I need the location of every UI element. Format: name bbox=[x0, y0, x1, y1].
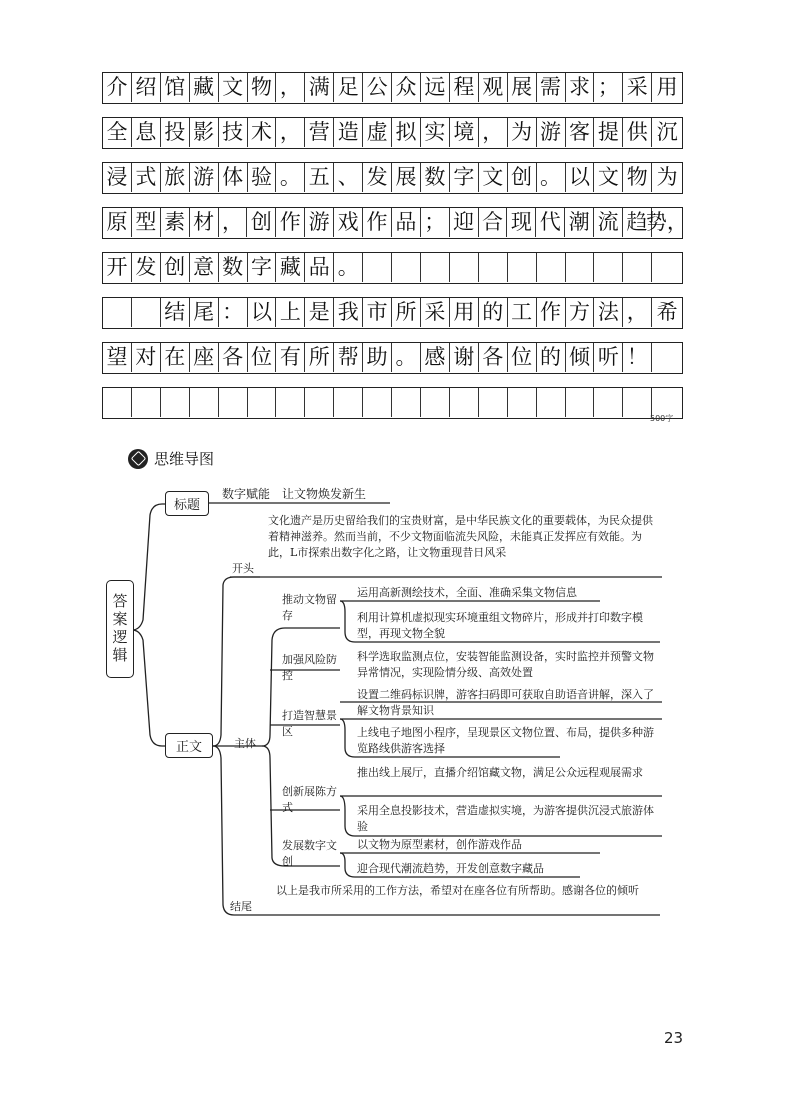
grid-cell: 尾 bbox=[190, 298, 219, 327]
grid-cell: 实 bbox=[421, 118, 450, 147]
grid-cell: 体 bbox=[219, 163, 248, 192]
grid-cell: 市 bbox=[363, 298, 392, 327]
grid-cell: 品 bbox=[392, 208, 421, 237]
branch-item: 设置二维码标识牌，游客扫码即可获取自助语音讲解，深入了解文物背景知识 bbox=[357, 688, 654, 717]
grid-cell: 旅 bbox=[161, 163, 190, 192]
grid-cell: 原 bbox=[103, 208, 132, 237]
opening-text: 文化遗产是历史留给我们的宝贵财富，是中华民族文化的重要载体，为民众提供着精神滋养。然而当前，不少文物面临流失风险，未能真正发挥应有效能。为此，L市探索出数字化之路，让文物重现昔日风采 bbox=[268, 514, 653, 559]
body-node: 正文 bbox=[165, 733, 213, 758]
grid-cell: 望 bbox=[103, 343, 132, 372]
grid-cell: 法 bbox=[594, 298, 623, 327]
grid-cell: 提 bbox=[594, 118, 623, 147]
branch-label: 发展数字文创 bbox=[282, 839, 337, 868]
grid-cell: 程 bbox=[450, 73, 479, 102]
grid-cell: 全 bbox=[103, 118, 132, 147]
grid-cell: 帮 bbox=[334, 343, 363, 372]
grid-cell: 验 bbox=[248, 163, 277, 192]
grid-cell: 虚 bbox=[363, 118, 392, 147]
grid-cell: 创 bbox=[508, 163, 537, 192]
grid-cell: 拟 bbox=[392, 118, 421, 147]
grid-cell: 文 bbox=[219, 73, 248, 102]
grid-cell: 各 bbox=[479, 343, 508, 372]
grid-cell: 型 bbox=[132, 208, 161, 237]
grid-cell: 是 bbox=[305, 298, 334, 327]
root-node: 答案逻辑 bbox=[106, 580, 134, 678]
grid-cell: ； bbox=[421, 208, 450, 237]
branch-item: 科学选取监测点位，安装智能监测设备，实时监控并预警文物异常情况，实现险情分级、高效处置 bbox=[357, 650, 654, 679]
grid-cell: 满 bbox=[305, 73, 334, 102]
grid-cell: 技 bbox=[219, 118, 248, 147]
grid-cell: 造 bbox=[334, 118, 363, 147]
grid-cell: 字 bbox=[450, 163, 479, 192]
grid-cell: 为 bbox=[656, 165, 678, 189]
grid-cell: 的 bbox=[479, 298, 508, 327]
grid-cell: 众 bbox=[392, 73, 421, 102]
word-count-label: 500字 bbox=[650, 414, 674, 423]
grid-cell: 位 bbox=[508, 343, 537, 372]
grid-cell: 代 bbox=[536, 208, 565, 237]
grid-cell: ； bbox=[594, 73, 623, 102]
grid-cell: 文 bbox=[594, 163, 623, 192]
grid-cell: 用 bbox=[450, 298, 479, 327]
title-node: 标题 bbox=[165, 491, 209, 516]
grid-cell: 境 bbox=[450, 118, 479, 147]
grid-cell: 游 bbox=[190, 163, 219, 192]
grid-cell: 戏 bbox=[334, 208, 363, 237]
grid-cell: 浸 bbox=[103, 163, 132, 192]
grid-cell: 。 bbox=[334, 253, 363, 282]
grid-cell: 工 bbox=[508, 298, 537, 327]
grid-cell: 发 bbox=[132, 253, 161, 282]
branch-label: 推动文物留存 bbox=[282, 593, 337, 622]
grid-cell: 五 bbox=[305, 163, 334, 192]
grid-cell: 观 bbox=[479, 73, 508, 102]
grid-cell: 数 bbox=[219, 253, 248, 282]
grid-cell: 供 bbox=[623, 118, 652, 147]
grid-cell: 游 bbox=[537, 118, 566, 147]
grid-cell: 品 bbox=[305, 253, 334, 282]
grid-cell: 听 bbox=[594, 343, 623, 372]
branch-item: 推出线上展厅，直播介绍馆藏文物，满足公众远程观展需求 bbox=[357, 766, 643, 779]
branch-label: 打造智慧景区 bbox=[282, 709, 337, 738]
grid-cell: 物 bbox=[248, 73, 277, 102]
grid-cell: 作 bbox=[363, 208, 392, 237]
main-label: 主体 bbox=[234, 737, 256, 750]
grid-cell: 远 bbox=[421, 73, 450, 102]
branch-label: 加强风险防控 bbox=[282, 653, 337, 682]
grid-cell: 。 bbox=[392, 343, 421, 372]
grid-cell: 希 bbox=[656, 300, 678, 324]
grid-cell: 公 bbox=[363, 73, 392, 102]
branch-item: 运用高新测绘技术，全面、准确采集文物信息 bbox=[357, 586, 577, 599]
branch-item: 以文物为原型素材，创作游戏作品 bbox=[357, 838, 522, 851]
grid-cell: 流 bbox=[594, 208, 623, 237]
grid-cell: 结 bbox=[161, 298, 190, 327]
grid-cell: 采 bbox=[623, 73, 652, 102]
grid-cell: 意 bbox=[190, 253, 219, 282]
grid-cell: 趋 bbox=[623, 208, 652, 237]
ending-text: 以上是我市所采用的工作方法，希望对在座各位有所帮助。感谢各位的倾听 bbox=[276, 884, 639, 897]
grid-cell: 用 bbox=[656, 75, 678, 99]
grid-cell: 上 bbox=[276, 298, 305, 327]
grid-cell: 发 bbox=[363, 163, 392, 192]
grid-cell: 各 bbox=[219, 343, 248, 372]
section-title: 思维导图 bbox=[154, 450, 215, 468]
grid-cell: 游 bbox=[305, 208, 334, 237]
grid-cell: 对 bbox=[132, 343, 161, 372]
grid-cell: 方 bbox=[566, 298, 595, 327]
grid-cell: 展 bbox=[392, 163, 421, 192]
branch-item: 迎合现代潮流趋势，开发创意数字藏品 bbox=[357, 862, 544, 875]
grid-cell: ， bbox=[623, 298, 652, 327]
grid-cell: 作 bbox=[276, 208, 305, 237]
grid-cell: ： bbox=[219, 298, 248, 327]
grid-cell: 潮 bbox=[565, 208, 594, 237]
grid-cell: 为 bbox=[508, 118, 537, 147]
title-text: 数字赋能 让文物焕发新生 bbox=[222, 487, 367, 501]
grid-cell: 字 bbox=[248, 253, 277, 282]
branch-item: 采用全息投影技术，营造虚拟实境，为游客提供沉浸式旅游体验 bbox=[357, 804, 654, 833]
grid-cell: ！ bbox=[623, 343, 652, 372]
grid-cell: ， bbox=[276, 73, 305, 102]
grid-cell: 以 bbox=[566, 163, 595, 192]
grid-cell: 材 bbox=[190, 208, 219, 237]
grid-cell: 谢 bbox=[450, 343, 479, 372]
grid-cell: 介 bbox=[103, 73, 132, 102]
grid-cell: 开 bbox=[103, 253, 132, 282]
grid-cell: ， bbox=[219, 208, 248, 237]
grid-cell: 有 bbox=[276, 343, 305, 372]
grid-cell: 藏 bbox=[190, 73, 219, 102]
grid-cell: 需 bbox=[537, 73, 566, 102]
grid-cell: 作 bbox=[537, 298, 566, 327]
grid-cell: 所 bbox=[305, 343, 334, 372]
grid-cell: 所 bbox=[392, 298, 421, 327]
grid-cell: 馆 bbox=[161, 73, 190, 102]
grid-cell: 术 bbox=[248, 118, 277, 147]
grid-cell: 合 bbox=[479, 208, 508, 237]
page-number: 23 bbox=[664, 1029, 684, 1047]
branch-label: 创新展陈方式 bbox=[282, 785, 337, 814]
grid-cell: 座 bbox=[190, 343, 219, 372]
grid-cell: 现 bbox=[507, 208, 536, 237]
grid-cell: 在 bbox=[161, 343, 190, 372]
grid-cell: 沉 bbox=[656, 120, 678, 144]
opening-label: 开头 bbox=[232, 562, 254, 575]
grid-cell: 物 bbox=[623, 163, 652, 192]
grid-cell: 迎 bbox=[450, 208, 479, 237]
grid-cell: 的 bbox=[537, 343, 566, 372]
grid-cell: 展 bbox=[508, 73, 537, 102]
grid-cell: 采 bbox=[421, 298, 450, 327]
branch-item: 上线电子地图小程序，呈现景区文物位置、布局，提供多种游览路线供游客选择 bbox=[357, 726, 654, 755]
grid-cell: 息 bbox=[132, 118, 161, 147]
grid-cell: 助 bbox=[363, 343, 392, 372]
grid-cell: ， bbox=[276, 118, 305, 147]
grid-cell: 我 bbox=[334, 298, 363, 327]
grid-cell: 素 bbox=[161, 208, 190, 237]
grid-cell: 数 bbox=[421, 163, 450, 192]
grid-cell: 客 bbox=[566, 118, 595, 147]
grid-cell: 式 bbox=[132, 163, 161, 192]
grid-cell: 势， bbox=[645, 210, 688, 234]
grid-cell: 文 bbox=[479, 163, 508, 192]
grid-cell: 感 bbox=[421, 343, 450, 372]
grid-cell: 、 bbox=[334, 163, 363, 192]
grid-cell: 求 bbox=[566, 73, 595, 102]
grid-cell: 以 bbox=[248, 298, 277, 327]
grid-cell: 营 bbox=[305, 118, 334, 147]
grid-cell: 影 bbox=[190, 118, 219, 147]
grid-cell: 。 bbox=[276, 163, 305, 192]
grid-cell: 藏 bbox=[276, 253, 305, 282]
grid-cell: 足 bbox=[334, 73, 363, 102]
ending-label: 结尾 bbox=[230, 900, 252, 913]
grid-cell: 创 bbox=[161, 253, 190, 282]
grid-cell: 创 bbox=[247, 208, 276, 237]
grid-cell: 位 bbox=[248, 343, 277, 372]
grid-cell: ， bbox=[479, 118, 508, 147]
grid-cell: 倾 bbox=[566, 343, 595, 372]
branch-item: 利用计算机虚拟现实环境重组文物碎片，形成并打印数字模型，再现文物全貌 bbox=[357, 611, 643, 640]
grid-cell: 绍 bbox=[132, 73, 161, 102]
grid-cell: 投 bbox=[161, 118, 190, 147]
grid-cell: 。 bbox=[537, 163, 566, 192]
